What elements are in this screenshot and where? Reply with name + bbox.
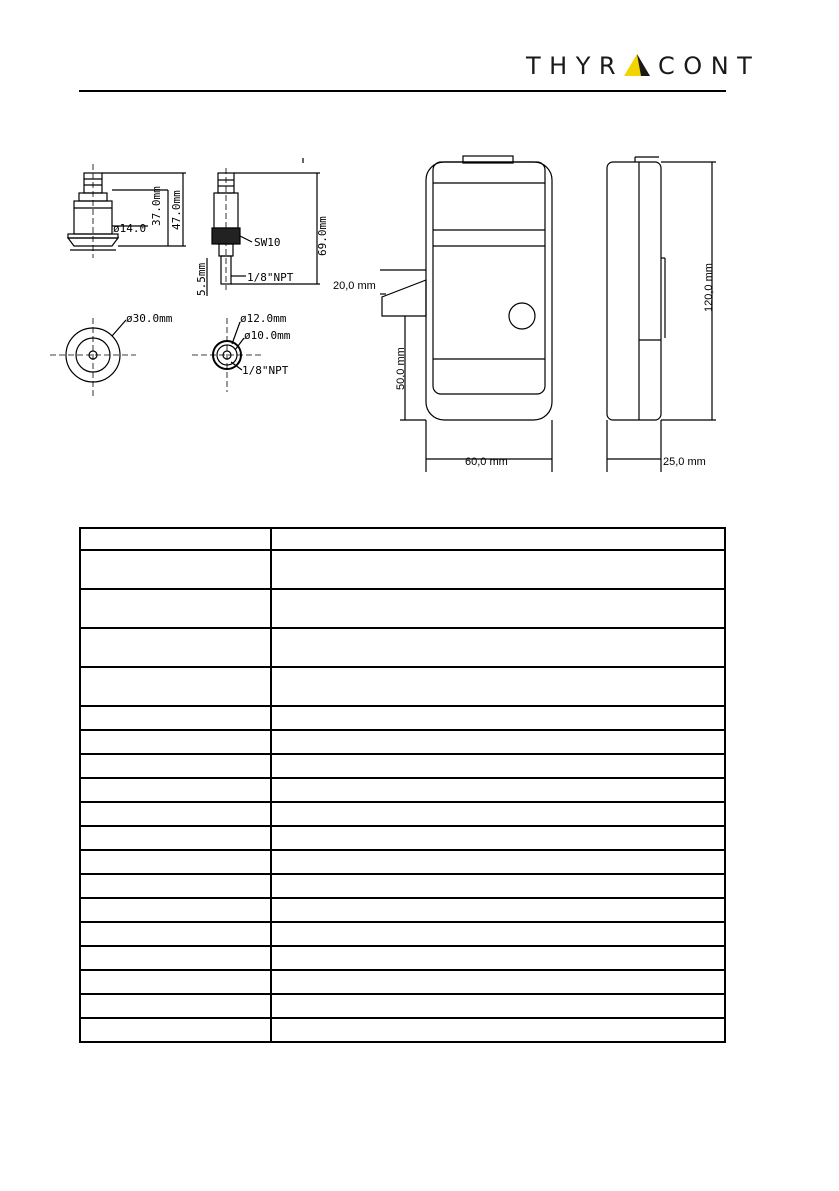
flange-height-2-label: 47.0mm bbox=[170, 190, 183, 230]
npt-outer-diameter-label: ø12.0mm bbox=[240, 312, 287, 325]
table-cell-value bbox=[271, 778, 725, 802]
npt-length-label: 5.5mm bbox=[195, 262, 208, 296]
table-cell-label bbox=[80, 970, 271, 994]
device-side-view bbox=[607, 157, 716, 472]
table-row bbox=[80, 898, 725, 922]
flange-diameter-label: ø14.0 bbox=[113, 222, 147, 235]
table-row bbox=[80, 706, 725, 730]
table-cell-value bbox=[271, 826, 725, 850]
flange-gauge-top-view bbox=[50, 318, 136, 398]
table-cell-label bbox=[80, 946, 271, 970]
table-cell-value bbox=[271, 589, 725, 628]
table-row bbox=[80, 628, 725, 667]
specification-table bbox=[79, 527, 726, 1043]
table-cell-label bbox=[80, 730, 271, 754]
table-cell-value bbox=[271, 1018, 725, 1042]
table-cell-value bbox=[271, 550, 725, 589]
device-depth-label: 25,0 mm bbox=[663, 456, 706, 468]
device-lower-height-label: 50,0 mm bbox=[395, 347, 407, 390]
flange-gauge-side-view bbox=[68, 164, 186, 258]
table-row bbox=[80, 946, 725, 970]
table-row bbox=[80, 550, 725, 589]
table-cell-label bbox=[80, 826, 271, 850]
table-cell-label bbox=[80, 898, 271, 922]
table-row bbox=[80, 802, 725, 826]
table-row bbox=[80, 778, 725, 802]
logo-text-right: CONT bbox=[658, 52, 761, 80]
table-cell-label bbox=[80, 550, 271, 589]
npt-wrench-label: SW10 bbox=[254, 236, 281, 249]
table-row bbox=[80, 874, 725, 898]
table-cell-value bbox=[271, 628, 725, 667]
table-row bbox=[80, 826, 725, 850]
technical-drawings bbox=[0, 0, 839, 500]
device-front-view bbox=[380, 156, 552, 472]
table-cell-label bbox=[80, 802, 271, 826]
device-offset-label: 20,0 mm bbox=[333, 280, 376, 292]
table-cell-label bbox=[80, 706, 271, 730]
logo-text-left: THYR bbox=[526, 52, 625, 80]
table-row bbox=[80, 589, 725, 628]
npt-height-label: 69.0mm bbox=[316, 216, 329, 256]
npt-thread-bottom-label: 1/8"NPT bbox=[242, 364, 289, 377]
table-cell-label bbox=[80, 667, 271, 706]
table-row bbox=[80, 528, 725, 550]
table-cell-value bbox=[271, 994, 725, 1018]
npt-thread-label: 1/8"NPT bbox=[247, 271, 294, 284]
table-cell-value bbox=[271, 898, 725, 922]
table-cell-value bbox=[271, 754, 725, 778]
table-row bbox=[80, 754, 725, 778]
table-cell-label bbox=[80, 754, 271, 778]
table-cell-value bbox=[271, 970, 725, 994]
table-cell-label bbox=[80, 874, 271, 898]
table-cell-value bbox=[271, 667, 725, 706]
table-row bbox=[80, 730, 725, 754]
table-row bbox=[80, 994, 725, 1018]
table-cell-label bbox=[80, 778, 271, 802]
flange-top-diameter-label: ø30.0mm bbox=[126, 312, 173, 325]
table-cell-value bbox=[271, 706, 725, 730]
table-cell-value bbox=[271, 802, 725, 826]
table-row bbox=[80, 970, 725, 994]
table-cell-value bbox=[271, 874, 725, 898]
table-cell-value bbox=[271, 850, 725, 874]
table-cell-label bbox=[80, 628, 271, 667]
table-cell-label bbox=[80, 1018, 271, 1042]
table-cell-value bbox=[271, 730, 725, 754]
npt-inner-diameter-label: ø10.0mm bbox=[244, 329, 291, 342]
table-cell-value bbox=[271, 922, 725, 946]
table-cell-value bbox=[271, 528, 725, 550]
table-cell-value bbox=[271, 946, 725, 970]
device-width-label: 60,0 mm bbox=[465, 456, 508, 468]
table-cell-label bbox=[80, 528, 271, 550]
device-height-label: 120,0 mm bbox=[703, 263, 715, 312]
table-row bbox=[80, 667, 725, 706]
table-cell-label bbox=[80, 850, 271, 874]
table-cell-label bbox=[80, 589, 271, 628]
table-row bbox=[80, 850, 725, 874]
flange-height-1-label: 37.0mm bbox=[150, 186, 163, 226]
table-cell-label bbox=[80, 922, 271, 946]
table-cell-label bbox=[80, 994, 271, 1018]
table-row bbox=[80, 1018, 725, 1042]
table-row bbox=[80, 922, 725, 946]
